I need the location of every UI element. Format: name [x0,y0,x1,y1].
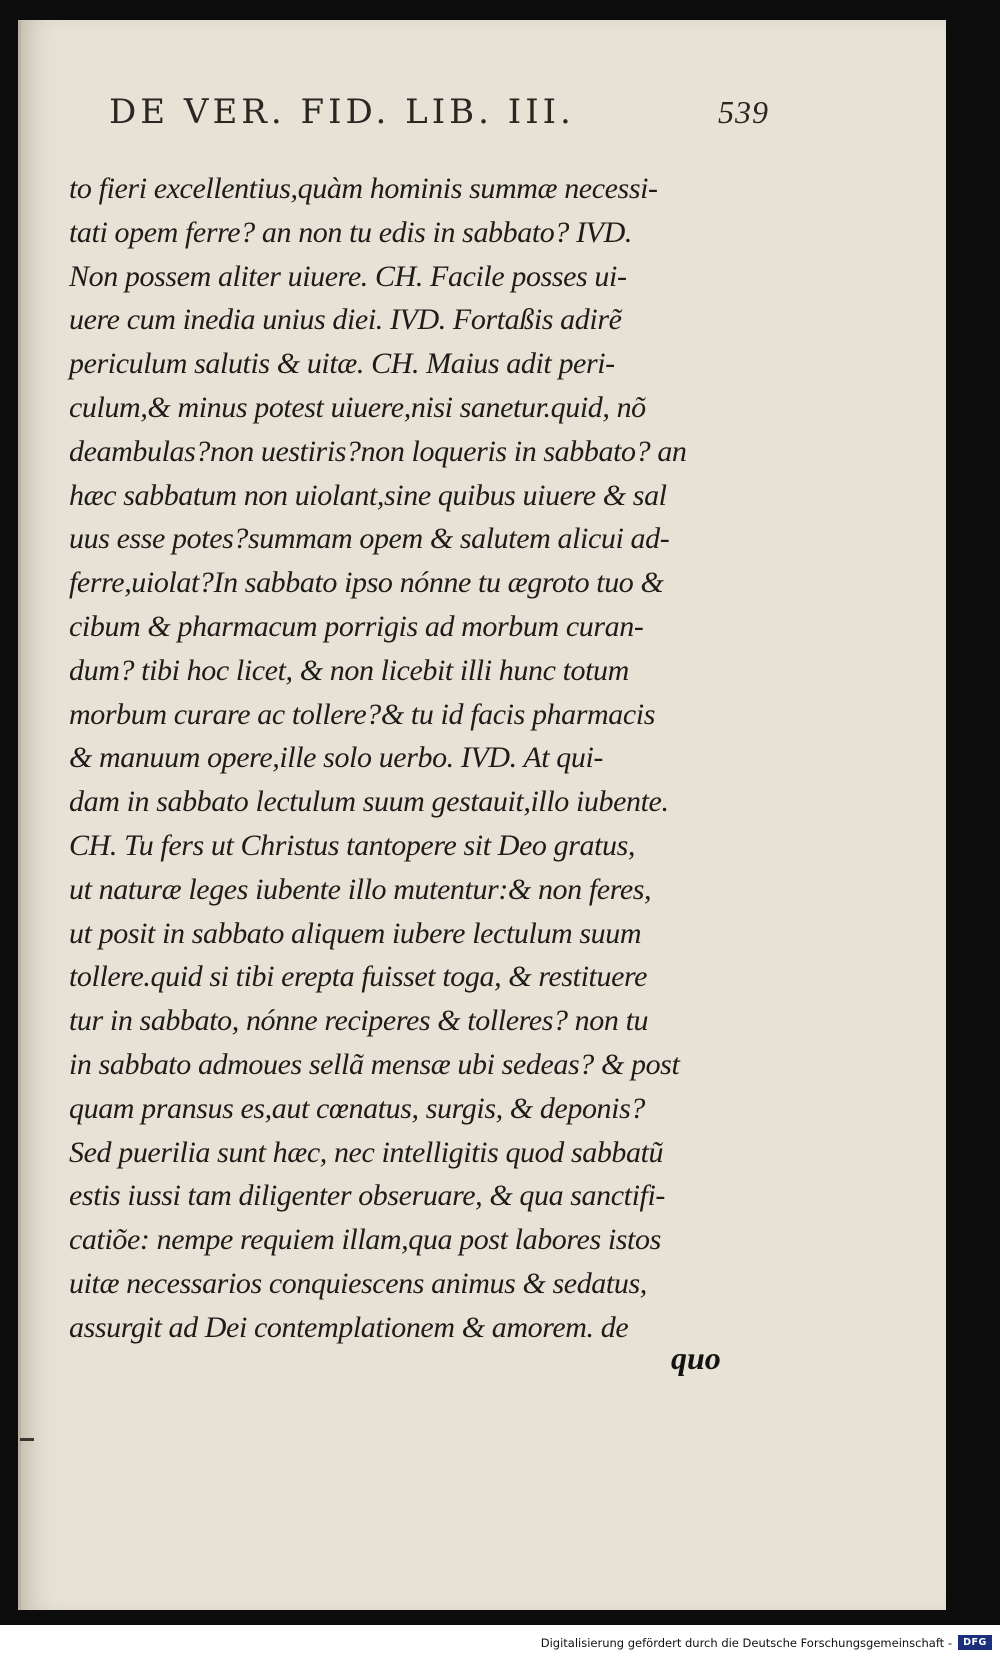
text-line: cibum & pharmacum porrigis ad morbum curan- [69,609,644,643]
text-line: ferre,uiolat?In sabbato ipso nónne tu ægroto tuo & [69,566,664,600]
page-number: 539 [718,94,769,130]
text-line: CH. Tu fers ut Christus tantopere sit Deo gratus, [69,828,636,862]
text-line: in sabbato admoues sellã mensæ ubi sedeas? & post [69,1047,680,1081]
body-text [69,167,779,1350]
text-line: quam pransus es,aut cœnatus, surgis, & deponis? [69,1091,645,1125]
text-line: culum,& minus potest uiuere,nisi sanetur.quid, nõ [69,390,646,424]
text-line: morbum curare ac tollere?& tu id facis pharmacis [69,697,656,731]
text-line: dam in sabbato lectulum suum gestauit,illo iubente. [69,785,669,819]
text-line: ut naturæ leges iubente illo mutentur:& non feres, [69,872,652,906]
text-line: periculum salutis & uitæ. CH. Maius adit peri- [69,347,615,381]
text-line: uere cum inedia unius diei. IVD. Fortaßis adirẽ [69,303,622,337]
running-head: DE VER. FID. LIB. III. [109,92,575,132]
text-line: tati opem ferre? an non tu edis in sabbato? IVD. [69,215,632,249]
funding-credit: Digitalisierung gefördert durch die Deutsche Forschungsgemeinschaft - [540,1636,952,1650]
text-line: dum? tibi hoc licet, & non licebit illi hunc totum [69,653,629,687]
digitization-footer [0,1625,1000,1661]
text-line: estis iussi tam diligenter obseruare, & qua sanctifi- [69,1179,665,1213]
text-line: assurgit ad Dei contemplationem & amorem. de [69,1310,629,1344]
text-line: Non possem aliter uiuere. CH. Facile posses ui- [69,259,627,293]
text-line: Sed puerilia sunt hæc, nec intelligitis quod sabbatũ [69,1135,664,1169]
text-line: & manuum opere,ille solo uerbo. IVD. At qui- [69,741,604,775]
text-line: catiõe: nempe requiem illam,qua post labores istos [69,1223,661,1257]
text-line: hæc sabbatum non uiolant,sine quibus uiuere & sal [69,478,667,512]
text-line: ut posit in sabbato aliquem iubere lectulum suum [69,916,642,950]
text-line: tollere.quid si tibi erepta fuisset toga, & restituere [69,960,648,994]
text-line: tur in sabbato, nónne reciperes & tolleres? non tu [69,1004,649,1038]
book-page [18,20,946,1610]
text-line: to fieri excellentius,quàm hominis summæ necessi- [69,172,658,205]
margin-mark [20,1438,34,1441]
dfg-logo: DFG [958,1635,992,1650]
text-line: uitæ necessarios conquiescens animus & sedatus, [69,1266,647,1300]
text-line: deambulas?non uestiris?non loqueris in sabbato? an [69,434,687,468]
catchword: quo [671,1340,721,1376]
page-header [109,92,769,150]
text-line: uus esse potes?summam opem & salutem alicui ad- [69,522,670,556]
